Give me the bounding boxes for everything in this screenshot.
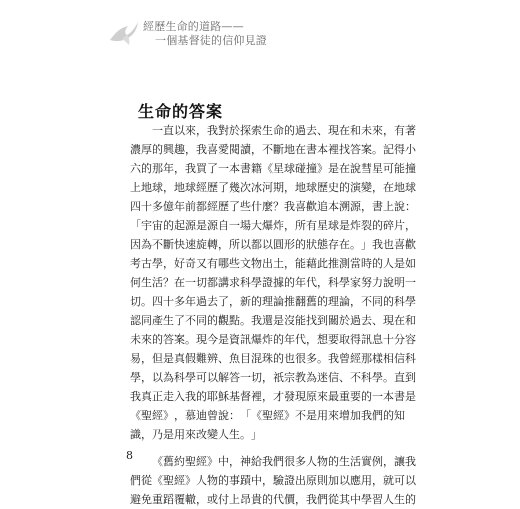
text-line: 四 十 多 億 年 前 都 經 歷 了 些 什 麼 ？ 我 喜 歡 追 本 溯 源 ， 書 上 說 ： [130, 200, 416, 213]
text-line: 學 ， 以 為 科 學 可 以 解 答 一 切 ， 祇 宗 教 為 迷 信 、 不 科 學 。 直 到 [130, 371, 416, 384]
text-line: 認 同 產 生 了 不 同 的 觀 點 。 我 還 是 沒 能 找 到 關 於 過 去 、 現 在 和 [130, 314, 416, 327]
text-line: 《 舊 約 聖 經 》 中 ， 神 給 我 們 很 多 人 物 的 生 活 實 例 ， 讓 我 [152, 455, 416, 468]
chapter-title: 生命的答案 [138, 102, 224, 121]
page-number: 8 [126, 449, 133, 462]
running-header-title: 經歷生命的道路—— [143, 20, 244, 33]
paragraph [130, 121, 416, 444]
text-line: 「 宇 宙 的 起 源 是 源 自 一 場 大 爆 炸 ， 所 有 星 球 是 炸 裂 的 碎 片 ， [130, 219, 416, 232]
text-line: 避 免 重 蹈 覆 轍 ， 或 付 上 昂 貴 的 代 價 ， 我 們 從 其 中 學 習 人 生 的 [130, 493, 416, 506]
paragraph [130, 452, 416, 509]
text-line: 六 的 那 年 ， 我 買 了 一 本 書 籍 《 星 球 碰 撞 》 是 在 說 彗 星 可 能 撞 [130, 162, 416, 175]
text-line: 一 直 以 來 ， 我 對 於 探 索 生 命 的 過 去 、 現 在 和 未 來 ， 有 著 [152, 124, 416, 137]
dove-icon [108, 18, 140, 48]
text-line: 我 真 正 走 入 我 的 耶 穌 基 督 裡 ， 才 發 現 原 來 最 重 要 的 一 本 書 是 [130, 390, 416, 403]
running-header-subtitle: 一個基督徒的信仰見證 [155, 34, 267, 47]
text-line: 未 來 的 答 案 。 現 今 是 資 訊 爆 炸 的 年 代 ， 想 要 取 得 訊 息 十 分 容 [130, 333, 416, 346]
text-line: 考 古 學 ， 好 奇 又 有 哪 些 文 物 出 土 ， 能 藉 此 推 測 當 時 的 人 是 如 [130, 257, 416, 270]
text-line: 們 從 《 聖 經 》 人 物 的 事 蹟 中 ， 驗 證 出 原 則 加 以 應 用 ， 就 可 以 [130, 474, 416, 487]
text-line: 因 為 不 斷 快 速 旋 轉 ， 所 以 都 以 圓 形 的 狀 態 存 在 。 」 我 也 喜 歡 [130, 238, 416, 251]
text-line: 《 聖 經 》 ， 慕 迪 曾 說 ： 「 《 聖 經 》 不 是 用 來 增 加 我 們 的 知 [130, 409, 405, 422]
body-text [130, 121, 416, 509]
text-line: 濃 厚 的 興 趣 ， 我 喜 愛 閱 讀 ， 不 斷 地 在 書 本 裡 找 答 案 。 記 得 小 [130, 143, 416, 156]
text-line: 易 ， 但 是 真 假 難 辨 、 魚 目 混 珠 的 也 很 多 。 我 曾 經 那 樣 相 信 科 [130, 352, 416, 365]
text-line: 何 生 活 ？ 在 一 切 都 講 求 科 學 證 據 的 年 代 ， 科 學 家 努 力 說 明 一 [130, 276, 416, 289]
text-line: 切 。 四 十 多 年 過 去 了 ， 新 的 理 論 推 翻 舊 的 理 論 ， 不 同 的 科 學 [130, 295, 416, 308]
text-line: 上 地 球 ， 地 球 經 歷 了 幾 次 冰 河 期 ， 地 球 歷 史 的 演 變 ， 在 地 球 [130, 181, 416, 194]
text-line: 識 ， 乃 是 用 來 改 變 人 生 。 」 [130, 428, 262, 441]
